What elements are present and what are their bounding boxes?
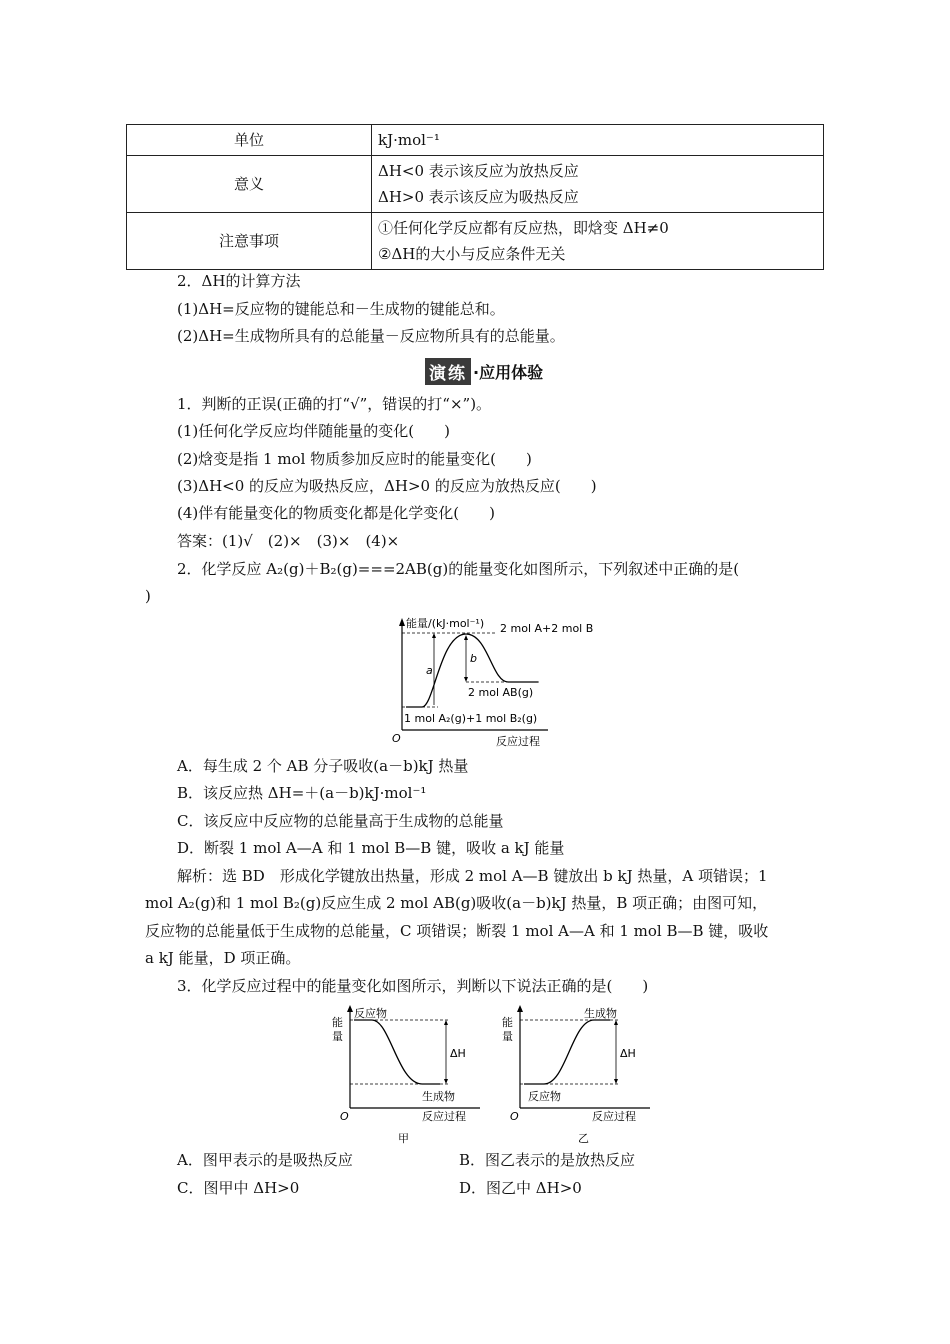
q3b-end-label: 生成物 [584, 1007, 617, 1020]
q2-analysis-line: mol A₂(g)和 1 mol B₂(g)反应生成 2 mol AB(g)吸收(a－b)kJ 热量，B 项正确；由图可知， [145, 894, 768, 912]
method-1: (1)ΔH=反应物的键能总和－生成物的键能总和。 [177, 300, 505, 318]
q2-ylabel: 能量/(kJ·mol⁻¹) [406, 617, 485, 630]
q2-top-label: 2 mol A+2 mol B [500, 622, 594, 635]
table-value [372, 125, 824, 156]
q3a-ylabel-1: 能 [332, 1016, 343, 1029]
q2-mid-label: 2 mol AB(g) [468, 686, 534, 699]
table-value [372, 213, 824, 270]
enthalpy-info-table [126, 124, 824, 270]
q1-answer: 答案：(1)√ (2)× (3)× (4)× [177, 532, 400, 550]
q2-a-label: a [426, 664, 433, 677]
banner-block: 演练 [425, 358, 471, 385]
q3b-dh-label: ΔH [620, 1047, 636, 1060]
q3a-start-label: 反应物 [354, 1007, 387, 1020]
table-value [372, 156, 824, 213]
q2-bottom-label: 1 mol A₂(g)+1 mol B₂(g) [404, 712, 538, 725]
q3a-caption: 甲 [398, 1132, 409, 1145]
q2-analysis-line: a kJ 能量，D 项正确。 [145, 949, 301, 967]
q2-b-label: b [470, 652, 477, 665]
table-value-line: kJ·mol⁻¹ [378, 131, 440, 149]
q3a-end-label: 生成物 [422, 1090, 455, 1103]
q2-stem-cont: ) [145, 587, 151, 605]
q2-option-a: A．每生成 2 个 AB 分子吸收(a－b)kJ 热量 [177, 757, 469, 775]
q3-figure-endothermic [500, 1002, 660, 1148]
q3b-xlabel: 反应过程 [592, 1110, 636, 1123]
q3-option-d: D．图乙中 ΔH>0 [459, 1179, 582, 1197]
q1-item: (1)任何化学反应均伴随能量的变化( ) [177, 422, 450, 440]
q2-stem: 2．化学反应 A₂(g)＋B₂(g)===2AB(g)的能量变化如图所示，下列叙述中正确的是( [177, 560, 740, 578]
table-key: 意义 [127, 156, 372, 213]
q2-option-c: C．该反应中反应物的总能量高于生成物的总能量 [177, 812, 504, 830]
table-key: 注意事项 [127, 213, 372, 270]
q3a-xlabel: 反应过程 [422, 1110, 466, 1123]
q3b-origin: O [510, 1110, 519, 1123]
q3b-ylabel-1: 能 [502, 1016, 513, 1029]
table-key: 单位 [127, 125, 372, 156]
q2-analysis-line: 解析：选 BD 形成化学键放出热量，形成 2 mol A—B 键放出 b kJ 热量，A 项错误；1 [177, 867, 768, 885]
q1-item: (3)ΔH<0 的反应为吸热反应，ΔH>0 的反应为放热反应( ) [177, 477, 597, 495]
q3a-dh-label: ΔH [450, 1047, 466, 1060]
q1-item: (2)焓变是指 1 mol 物质参加反应时的能量变化( ) [177, 450, 532, 468]
q3b-start-label: 反应物 [528, 1090, 561, 1103]
q3-figure-exothermic [330, 1002, 490, 1148]
table-row [127, 125, 824, 156]
q2-option-b: B．该反应热 ΔH=＋(a－b)kJ·mol⁻¹ [177, 784, 427, 802]
q1-item: (4)伴有能量变化的物质变化都是化学变化( ) [177, 504, 495, 522]
q3a-ylabel-2: 量 [332, 1030, 343, 1043]
q2-energy-diagram [388, 612, 610, 750]
table-row [127, 156, 824, 213]
q2-origin: O [392, 732, 401, 745]
q3a-origin: O [340, 1110, 349, 1123]
q3-option-c: C．图甲中 ΔH>0 [177, 1179, 300, 1197]
table-row [127, 213, 824, 270]
q3-option-b: B．图乙表示的是放热反应 [459, 1151, 636, 1169]
section-title: 2．ΔH的计算方法 [177, 272, 301, 290]
table-value-line: ΔH<0 表示该反应为放热反应 [378, 162, 579, 180]
q2-xlabel: 反应过程 [496, 735, 540, 748]
q1-stem: 1．判断的正误(正确的打“√”，错误的打“×”)。 [177, 395, 492, 413]
q2-analysis-line: 反应物的总能量低于生成物的总能量，C 项错误；断裂 1 mol A—A 和 1 mol B—B 键，吸收 [145, 922, 769, 940]
q3-option-a: A．图甲表示的是吸热反应 [177, 1151, 353, 1169]
q2-option-d: D．断裂 1 mol A—A 和 1 mol B—B 键，吸收 a kJ 能量 [177, 839, 565, 857]
table-value-line: ΔH>0 表示该反应为吸热反应 [378, 188, 579, 206]
q3b-caption: 乙 [578, 1132, 589, 1145]
q3-stem: 3．化学反应过程中的能量变化如图所示，判断以下说法正确的是( ) [177, 977, 649, 995]
banner-text: ·应用体验 [473, 362, 544, 382]
table-value-line: ②ΔH的大小与反应条件无关 [378, 245, 566, 263]
method-2: (2)ΔH=生成物所具有的总能量－反应物所具有的总能量。 [177, 327, 565, 345]
q3b-ylabel-2: 量 [502, 1030, 513, 1043]
practice-banner [425, 358, 543, 384]
table-value-line: ①任何化学反应都有反应热，即焓变 ΔH≠0 [378, 219, 669, 237]
